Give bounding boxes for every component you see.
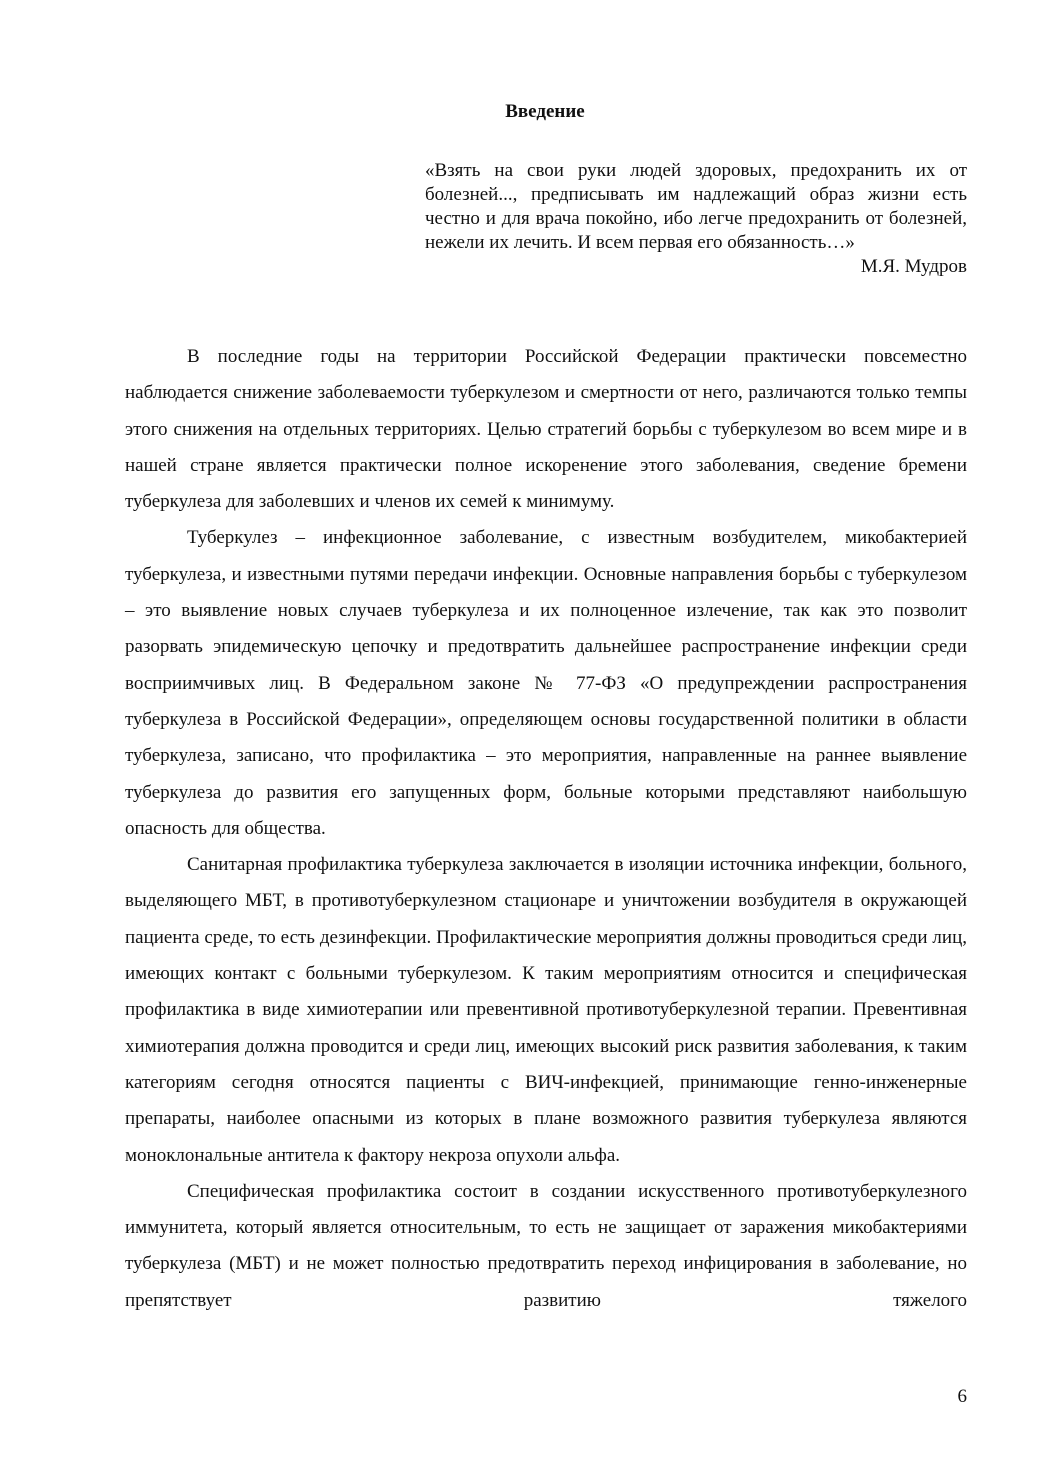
paragraph: Туберкулез – инфекционное заболевание, с известным возбудителем, микобактерией туберкулеза, и известными путями передачи инфекции. Основные направления борьбы с туберкулезом – это выявление новых случаев туберкулеза и их полноценное излечение, так как это позволит разорвать эпидемическую цепочку и предотвратить дальнейшее распространение инфекции среди восприимчивых лиц. В Федеральном законе № 77-ФЗ «О предупреждении распространения туберкулеза в Российской Федерации», определяющем основы государственной политики в области туберкулеза, записано, что профилактика – это мероприятия, направленные на раннее выявление туберкулеза до развития его запущенных форм, больные которыми представляют наибольшую опасность для общества. xyxy=(125,527,967,839)
epigraph xyxy=(425,159,967,279)
paragraph: Специфическая профилактика состоит в создании искусственного противотуберкулезного иммунитета, который является относительным, то есть не защищает от заражения микобактериями туберкулеза (МБТ) и не может полностью предотвратить переход инфицирования в заболевание, но препятствует развитию тяжелого xyxy=(125,1180,967,1311)
page-number: 6 xyxy=(957,1386,967,1407)
body-text xyxy=(125,339,967,1319)
paragraph: В последние годы на территории Российской Федерации практически повсеместно наблюдается снижение заболеваемости туберкулезом и смертности от него, различаются только темпы этого снижения на отдельных территориях. Целью стратегий борьбы с туберкулезом во всем мире и в нашей стране является практически полное искоренение этого заболевания, сведение бремени туберкулеза для заболевших и членов их семей к минимуму. xyxy=(125,346,967,513)
paragraph: Санитарная профилактика туберкулеза заключается в изоляции источника инфекции, больного, выделяющего МБТ, в противотуберкулезном стационаре и уничтожении возбудителя в окружающей пациента среде, то есть дезинфекции. Профилактические мероприятия должны проводиться среди лиц, имеющих контакт с больными туберкулезом. К таким мероприятиям относится и специфическая профилактика в виде химиотерапии или превентивной противотуберкулезной терапии. Превентивная химиотерапия должна проводится и среди лиц, имеющих высокий риск развития заболевания, к таким категориям сегодня относятся пациенты с ВИЧ-инфекцией, принимающие генно-инженерные препараты, наиболее опасными из которых в плане возможного развития туберкулеза являются моноклональные антитела к фактору некроза опухоли альфа. xyxy=(125,854,967,1166)
epigraph-author: М.Я. Мудров xyxy=(860,256,967,277)
page-title: Введение xyxy=(505,101,585,122)
epigraph-quote: «Взять на свои руки людей здоровых, предохранить их от болезней..., предписывать им надлежащий образ жизни есть честно и для врача покойно, ибо легче предохранить от болезней, нежели их лечить. И всем первая его обязанность…» xyxy=(425,160,967,253)
